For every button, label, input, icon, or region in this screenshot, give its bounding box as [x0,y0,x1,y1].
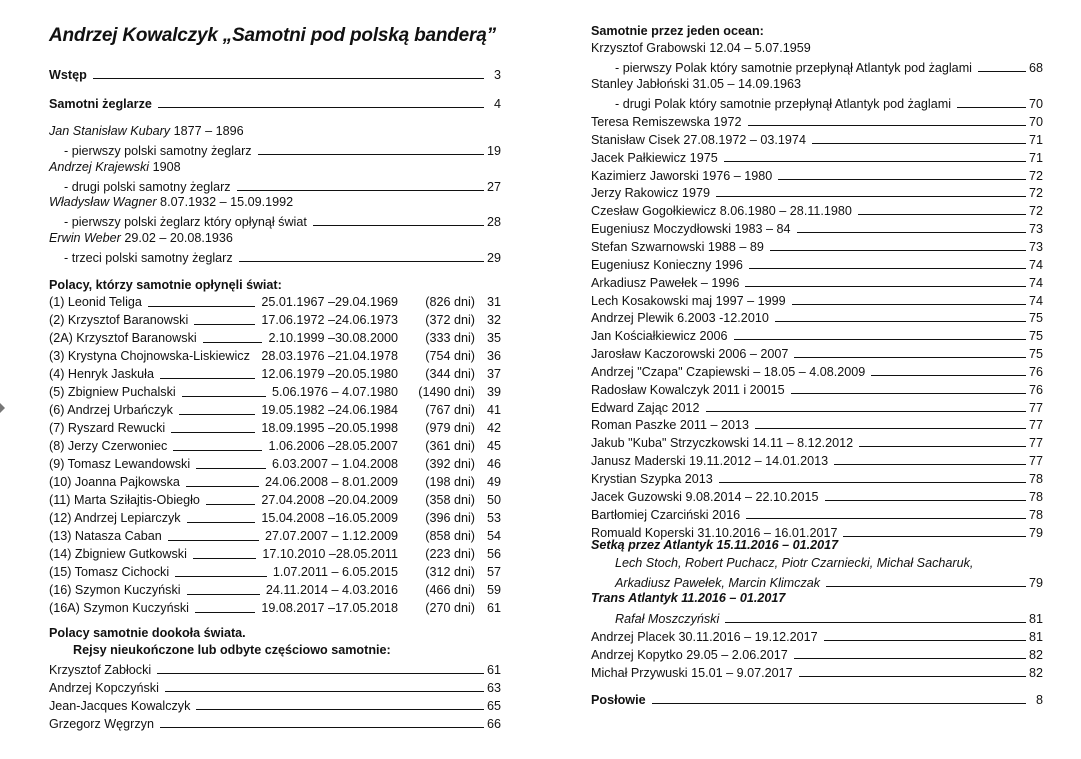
voyage-dates: 1.07.2011 – 6.05.2015 [272,565,398,579]
voyage-dates: 6.03.2007 – 1.04.2008 [271,457,398,471]
sailor-name: (1) Leonid Teliga [49,295,142,309]
leader-line [826,586,1026,587]
page-number: 77 [1028,454,1043,469]
pioneer-dates: 29.02 – 20.08.1936 [120,231,233,245]
pioneer-name: Andrzej Krajewski [49,160,150,174]
pioneer-name: Władysław Wagner [49,195,157,209]
toc-label: Jan Kościałkiewicz 2006 [591,329,728,344]
leader-line [812,143,1026,144]
toc-entry-one-ocean[interactable] [591,182,1043,200]
leader-line [859,446,1026,447]
page-number: 59 [486,583,501,597]
page-number: 61 [486,601,501,615]
circumnavigator-row[interactable] [49,491,501,509]
voyage-dates: 17.06.1972 –24.06.1973 [261,313,398,327]
page-number: 77 [1028,418,1043,433]
toc-entry-setka[interactable] [591,572,1043,590]
toc-label: Teresa Remiszewska 1972 [591,115,742,129]
pioneer-name-line [49,160,181,174]
page-number: 71 [1028,150,1043,165]
voyage-days: (754 dni) [425,349,475,363]
circumnavigator-row[interactable] [49,329,501,347]
page-number: 63 [486,681,501,695]
toc-label: - drugi Polak który samotnie przepłynął Atlantyk pod żaglami [615,97,951,111]
page-number: 75 [1028,347,1043,362]
leader-line [791,393,1026,394]
toc-entry-around-world[interactable] [49,659,501,677]
toc-label: Posłowie [591,693,646,707]
circumnavigator-row[interactable] [49,293,501,311]
voyage-dates: 5.06.1976 – 4.07.1980 [271,385,398,399]
page-number: 79 [1028,525,1043,540]
leader-line [775,321,1026,322]
page-number: 46 [486,457,501,471]
toc-label: Jerzy Rakowicz 1979 [591,186,710,201]
pioneer-dates: 1877 – 1896 [170,124,244,138]
toc-entry-one-ocean[interactable] [591,218,1043,236]
page-number: 32 [486,313,501,327]
voyage-dates: 27.07.2007 – 1.12.2009 [264,529,398,543]
page-number: 42 [486,421,501,435]
page-number: 31 [486,295,501,309]
toc-label: Arkadiusz Pawełek, Marcin Klimczak [615,576,821,590]
toc-label: Eugeniusz Moczydłowski 1983 – 84 [591,222,791,237]
page-number: 56 [486,547,501,561]
page-number: 74 [1028,275,1043,290]
leader-line [734,339,1026,340]
toc-label: Jakub "Kuba" Strzyczkowski 14.11 – 8.12.2012 [591,436,854,451]
voyage-dates: 27.04.2008 –20.04.2009 [261,493,398,507]
toc-label: Grzegorz Węgrzyn [49,717,154,731]
leader-line [706,411,1026,412]
toc-label: - pierwszy Polak który samotnie przepłynął Atlantyk pod żaglami [615,61,972,75]
leader-line [719,482,1026,483]
toc-entry-one-ocean[interactable] [591,307,1043,325]
leader-line [175,576,267,577]
toc-entry-one-ocean[interactable] [591,644,1043,662]
toc-label: Jacek Pałkiewicz 1975 [591,150,718,165]
voyage-dates: 19.05.1982 –24.06.1984 [261,403,398,417]
toc-entry-one-ocean[interactable] [591,486,1043,504]
leader-line [196,709,484,710]
voyage-days: (333 dni) [425,331,475,345]
toc-label: Romuald Koperski 31.10.2016 – 16.01.2017 [591,525,838,540]
voyage-days: (767 dni) [425,403,475,417]
circumnavigator-row[interactable] [49,347,501,365]
page-number: 4 [493,97,501,111]
page-number: 82 [1028,666,1043,680]
circumnavigator-row[interactable] [49,545,501,563]
toc-label: Roman Paszke 2011 – 2013 [591,418,749,433]
page-number: 66 [486,717,501,731]
leader-line [193,558,256,559]
page-number: 39 [486,385,501,399]
leader-line [858,214,1026,215]
toc-entry-pioneer[interactable] [49,211,501,229]
leader-line [313,225,484,226]
sailor-name: (10) Joanna Pajkowska [49,475,180,489]
voyage-days: (198 dni) [425,475,475,489]
page-number: 3 [493,68,501,82]
page-number: 76 [1028,364,1043,379]
sailor-name: (11) Marta Sziłajtis-Obiegło [49,493,200,507]
toc-label: - trzeci polski samotny żeglarz [64,251,233,265]
leader-line [824,640,1026,641]
toc-label: Krystian Szypka 2013 [591,472,713,486]
page-number: 29 [486,251,501,265]
toc-entry-one-ocean[interactable] [591,343,1043,361]
leader-line [957,107,1026,108]
circumnavigator-row[interactable] [49,509,501,527]
pioneer-name: Jan Stanisław Kubary [49,124,171,138]
sailor-name: (16A) Szymon Kuczyński [49,601,189,615]
toc-entry-one-ocean[interactable] [591,254,1043,272]
sailor-name: (4) Henryk Jaskuła [49,367,154,381]
page-number: 68 [1028,61,1043,75]
leader-line [724,161,1026,162]
voyage-days: (396 dni) [425,511,475,525]
circumnavigator-row[interactable] [49,455,501,473]
leader-line [794,357,1026,358]
sailor-name-line: Krzysztof Grabowski 12.04 – 5.07.1959 [591,41,811,55]
leader-line [797,232,1026,233]
toc-label: Michał Przywuski 15.01 – 9.07.2017 [591,666,793,680]
leader-line [148,306,256,307]
voyage-dates: 25.01.1967 –29.04.1969 [261,295,398,309]
toc-label: Krzysztof Zabłocki [49,663,152,677]
leader-line [799,676,1026,677]
toc-label: Andrzej "Czapa" Czapiewski – 18.05 – 4.08.2009 [591,364,866,379]
toc-entry-around-world[interactable] [49,677,501,695]
toc-entry-pioneer[interactable] [49,247,501,265]
toc-entry-one-ocean[interactable] [591,662,1043,680]
leader-line [203,342,263,343]
leader-line [725,622,1026,623]
page-number: 73 [1028,239,1043,254]
pioneer-dates: 1908 [149,160,181,174]
page-number: 77 [1028,400,1043,415]
voyage-days: (312 dni) [425,565,475,579]
page-number: 53 [486,511,501,525]
leader-line [206,504,255,505]
circumnavigators-heading: Polacy, którzy samotnie opłynęli świat: [49,278,282,292]
one-ocean-heading: Samotnie przez jeden ocean: [591,24,764,38]
setka-heading: Setką przez Atlantyk 15.11.2016 – 01.2017 [591,538,839,552]
voyage-dates: 24.11.2014 – 4.03.2016 [265,583,398,597]
toc-entry-around-world[interactable] [49,713,501,731]
page-number: 27 [486,180,501,194]
toc-entry-pioneer[interactable] [49,176,501,194]
leader-line [168,540,259,541]
leader-line [748,125,1026,126]
toc-entry-one-ocean[interactable] [591,522,1043,540]
toc-label: Stefan Szwarnowski 1988 – 89 [591,239,764,254]
toc-entry-one-ocean[interactable] [591,129,1043,147]
leader-line [258,154,484,155]
toc-entry-solo-sailors[interactable] [49,93,501,111]
page-number: 54 [486,529,501,543]
leader-line [239,261,484,262]
circumnavigator-row[interactable] [49,383,501,401]
page-number: 76 [1028,382,1043,397]
voyage-dates: 2.10.1999 –30.08.2000 [268,331,398,345]
page-number: 35 [486,331,501,345]
toc-entry-one-ocean[interactable] [591,272,1043,290]
circumnavigator-row[interactable] [49,563,501,581]
circumnavigator-row[interactable] [49,437,501,455]
leader-line [978,71,1026,72]
pioneer-name: Erwin Weber [49,231,121,245]
toc-entry-one-ocean[interactable] [591,236,1043,254]
leader-line [196,468,266,469]
page-number: 45 [486,439,501,453]
leader-line [792,304,1026,305]
leader-line [745,286,1026,287]
voyage-dates: 1.06.2006 –28.05.2007 [268,439,398,453]
sailor-name: (12) Andrzej Lepiarczyk [49,511,181,525]
toc-entry-intro[interactable] [49,64,501,82]
leader-line [160,727,484,728]
leader-line [825,500,1026,501]
toc-label: Jarosław Kaczorowski 2006 – 2007 [591,347,789,362]
around-world-heading: Polacy samotnie dookoła świata. [49,626,246,640]
page-number: 78 [1028,489,1043,504]
toc-entry-one-ocean[interactable] [591,432,1043,450]
page-number: 82 [1028,648,1043,662]
sailor-name: (8) Jerzy Czerwoniec [49,439,168,453]
circumnavigator-row[interactable] [49,401,501,419]
voyage-days: (979 dni) [425,421,475,435]
toc-label: Samotni żeglarze [49,97,152,111]
page-number: 74 [1028,293,1043,308]
circumnavigator-row[interactable] [49,527,501,545]
sailor-name: (6) Andrzej Urbańczyk [49,403,173,417]
toc-entry-one-ocean[interactable] [591,200,1043,218]
page-number: 75 [1028,329,1043,344]
circumnavigator-row[interactable] [49,473,501,491]
page-number: 36 [486,349,501,363]
leader-line [871,375,1026,376]
toc-label: Radosław Kowalczyk 2011 i 20015 [591,382,785,397]
page-number: 79 [1028,576,1043,590]
page-number: 73 [1028,222,1043,237]
voyage-dates: 15.04.2008 –16.05.2009 [261,511,398,525]
voyage-dates: 19.08.2017 –17.05.2018 [261,601,398,615]
page-number: 28 [486,215,501,229]
toc-label: Jean-Jacques Kowalczyk [49,699,191,713]
voyage-days: (858 dni) [425,529,475,543]
leader-line [171,432,255,433]
leader-line [755,428,1026,429]
toc-entry-one-ocean[interactable] [591,111,1043,129]
toc-label: Jacek Guzowski 9.08.2014 – 22.10.2015 [591,489,819,504]
leader-line [716,196,1026,197]
leader-line [794,658,1026,659]
page-number: 57 [486,565,501,579]
leader-line [746,518,1026,519]
page-number: 8 [1035,693,1043,707]
page-number: 70 [1028,97,1043,111]
voyage-days: (344 dni) [425,367,475,381]
trans-atlantyk-heading: Trans Atlantyk 11.2016 – 01.2017 [591,591,786,605]
toc-label: - pierwszy polski samotny żeglarz [64,144,252,158]
voyage-days: (392 dni) [425,457,475,471]
toc-label: Rafał Moszczyński [615,612,720,626]
page-number: 65 [486,699,501,713]
toc-entry-one-ocean[interactable] [591,504,1043,522]
voyage-days: (223 dni) [425,547,475,561]
page-number: 19 [486,144,501,158]
leader-line [195,612,255,613]
leader-line [186,486,259,487]
toc-entry-one-ocean[interactable] [591,165,1043,183]
toc-label: Czesław Gogołkiewicz 8.06.1980 – 28.11.1980 [591,204,852,219]
leader-line [652,703,1026,704]
leader-line [93,78,484,79]
voyage-dates: 17.10.2010 –28.05.2011 [262,547,398,561]
page-number: 81 [1028,612,1043,626]
sailor-name: (13) Natasza Caban [49,529,162,543]
sailor-name: (3) Krystyna Chojnowska-Liskiewicz [49,349,250,363]
toc-entry-grabowski[interactable] [591,57,1043,75]
circumnavigator-row[interactable] [49,419,501,437]
sailor-name: (9) Tomasz Lewandowski [49,457,191,471]
voyage-dates: 12.06.1979 –20.05.1980 [261,367,398,381]
page-number: 50 [486,493,501,507]
leader-line [165,691,484,692]
page-number: 61 [486,663,501,677]
sailor-name: (2) Krzysztof Baranowski [49,313,189,327]
page-number: 78 [1028,507,1043,522]
voyage-dates: 18.09.1995 –20.05.1998 [261,421,398,435]
voyage-days: (1490 dni) [418,385,475,399]
sailor-name-line: Stanley Jabłoński 31.05 – 14.09.1963 [591,77,802,91]
toc-entry-one-ocean[interactable] [591,414,1043,432]
toc-entry-one-ocean[interactable] [591,325,1043,343]
voyage-days: (361 dni) [425,439,475,453]
sailor-name: (15) Tomasz Cichocki [49,565,170,579]
page-number: 78 [1028,472,1043,486]
toc-entry-one-ocean[interactable] [591,361,1043,379]
page-number: 81 [1028,630,1043,644]
leader-line [749,268,1026,269]
page-number: 70 [1028,115,1043,129]
setka-crew-line: Lech Stoch, Robert Puchacz, Piotr Czarniecki, Michał Sacharuk, [615,556,974,570]
toc-entry-one-ocean[interactable] [591,147,1043,165]
sailor-name: (5) Zbigniew Puchalski [49,385,176,399]
leader-line [158,107,484,108]
page-number: 72 [1028,204,1043,219]
toc-entry-around-world[interactable] [49,695,501,713]
toc-entry-afterword[interactable] [591,689,1043,707]
page-number: 72 [1028,168,1043,183]
toc-entry-one-ocean[interactable] [591,450,1043,468]
toc-entry-one-ocean[interactable] [591,290,1043,308]
circumnavigator-row[interactable] [49,581,501,599]
pioneer-name-line [49,195,293,209]
page-number: 49 [486,475,501,489]
leader-line [187,522,256,523]
pioneer-name-line [49,124,244,138]
page-number: 72 [1028,186,1043,201]
leader-line [157,673,484,674]
toc-entry-trans[interactable] [591,608,1043,626]
leader-line [843,536,1026,537]
toc-label: Stanisław Cisek 27.08.1972 – 03.1974 [591,132,806,147]
page-number: 74 [1028,257,1043,272]
leader-line [237,190,484,191]
toc-label: Eugeniusz Konieczny 1996 [591,257,743,272]
page-number: 41 [486,403,501,417]
circumnavigator-row[interactable] [49,599,501,617]
voyage-days: (826 dni) [425,295,475,309]
toc-label: - pierwszy polski żeglarz który opłynął świat [64,215,307,229]
leader-line [770,250,1026,251]
page-number: 71 [1028,132,1043,147]
leader-line [182,396,266,397]
page-number: 75 [1028,311,1043,326]
leader-line [160,378,255,379]
toc-entry-one-ocean[interactable] [591,397,1043,415]
voyage-days: (270 dni) [425,601,475,615]
leader-line [834,464,1026,465]
sailor-name: (7) Ryszard Rewucki [49,421,166,435]
toc-entry-jablonski[interactable] [591,93,1043,111]
voyage-dates: 24.06.2008 – 8.01.2009 [264,475,398,489]
toc-label: Kazimierz Jaworski 1976 – 1980 [591,168,773,183]
toc-label: Andrzej Plewik 6.2003 -12.2010 [591,311,769,326]
pioneer-name-line [49,231,233,245]
sailor-name: (14) Zbigniew Gutkowski [49,547,187,561]
toc-label: Edward Zając 2012 [591,400,700,415]
toc-label: Andrzej Placek 30.11.2016 – 19.12.2017 [591,630,818,644]
page-number: 77 [1028,436,1043,451]
toc-entry-one-ocean[interactable] [591,379,1043,397]
document-title: Andrzej Kowalczyk „Samotni pod polską banderą” [49,25,496,46]
sailor-name: (2A) Krzysztof Baranowski [49,331,197,345]
scroll-left-arrow-icon[interactable] [0,403,5,413]
toc-entry-one-ocean[interactable] [591,626,1043,644]
leader-line [194,324,255,325]
leader-line [778,179,1026,180]
voyage-days: (358 dni) [425,493,475,507]
toc-label: Arkadiusz Pawełek – 1996 [591,275,740,290]
toc-label: Bartłomiej Czarciński 2016 [591,507,741,522]
leader-line [173,450,262,451]
circumnavigator-row[interactable] [49,365,501,383]
leader-line [179,414,256,415]
toc-label: Lech Kosakowski maj 1997 – 1999 [591,293,786,308]
voyage-days: (372 dni) [425,313,475,327]
voyage-days: (466 dni) [425,583,475,597]
page-number: 37 [486,367,501,381]
toc-label: Wstęp [49,68,87,82]
pioneer-dates: 8.07.1932 – 15.09.1992 [156,195,294,209]
circumnavigator-row[interactable] [49,311,501,329]
toc-label: Janusz Maderski 19.11.2012 – 14.01.2013 [591,454,829,469]
toc-label: Andrzej Kopytko 29.05 – 2.06.2017 [591,648,788,662]
around-world-subheading: Rejsy nieukończone lub odbyte częściowo samotnie: [73,643,391,657]
voyage-dates: 28.03.1976 –21.04.1978 [261,349,398,363]
toc-label: Andrzej Kopczyński [49,681,159,695]
toc-entry-one-ocean[interactable] [591,468,1043,486]
sailor-name: (16) Szymon Kuczyński [49,583,181,597]
toc-label: - drugi polski samotny żeglarz [64,180,231,194]
toc-entry-pioneer[interactable] [49,140,501,158]
leader-line [187,594,260,595]
